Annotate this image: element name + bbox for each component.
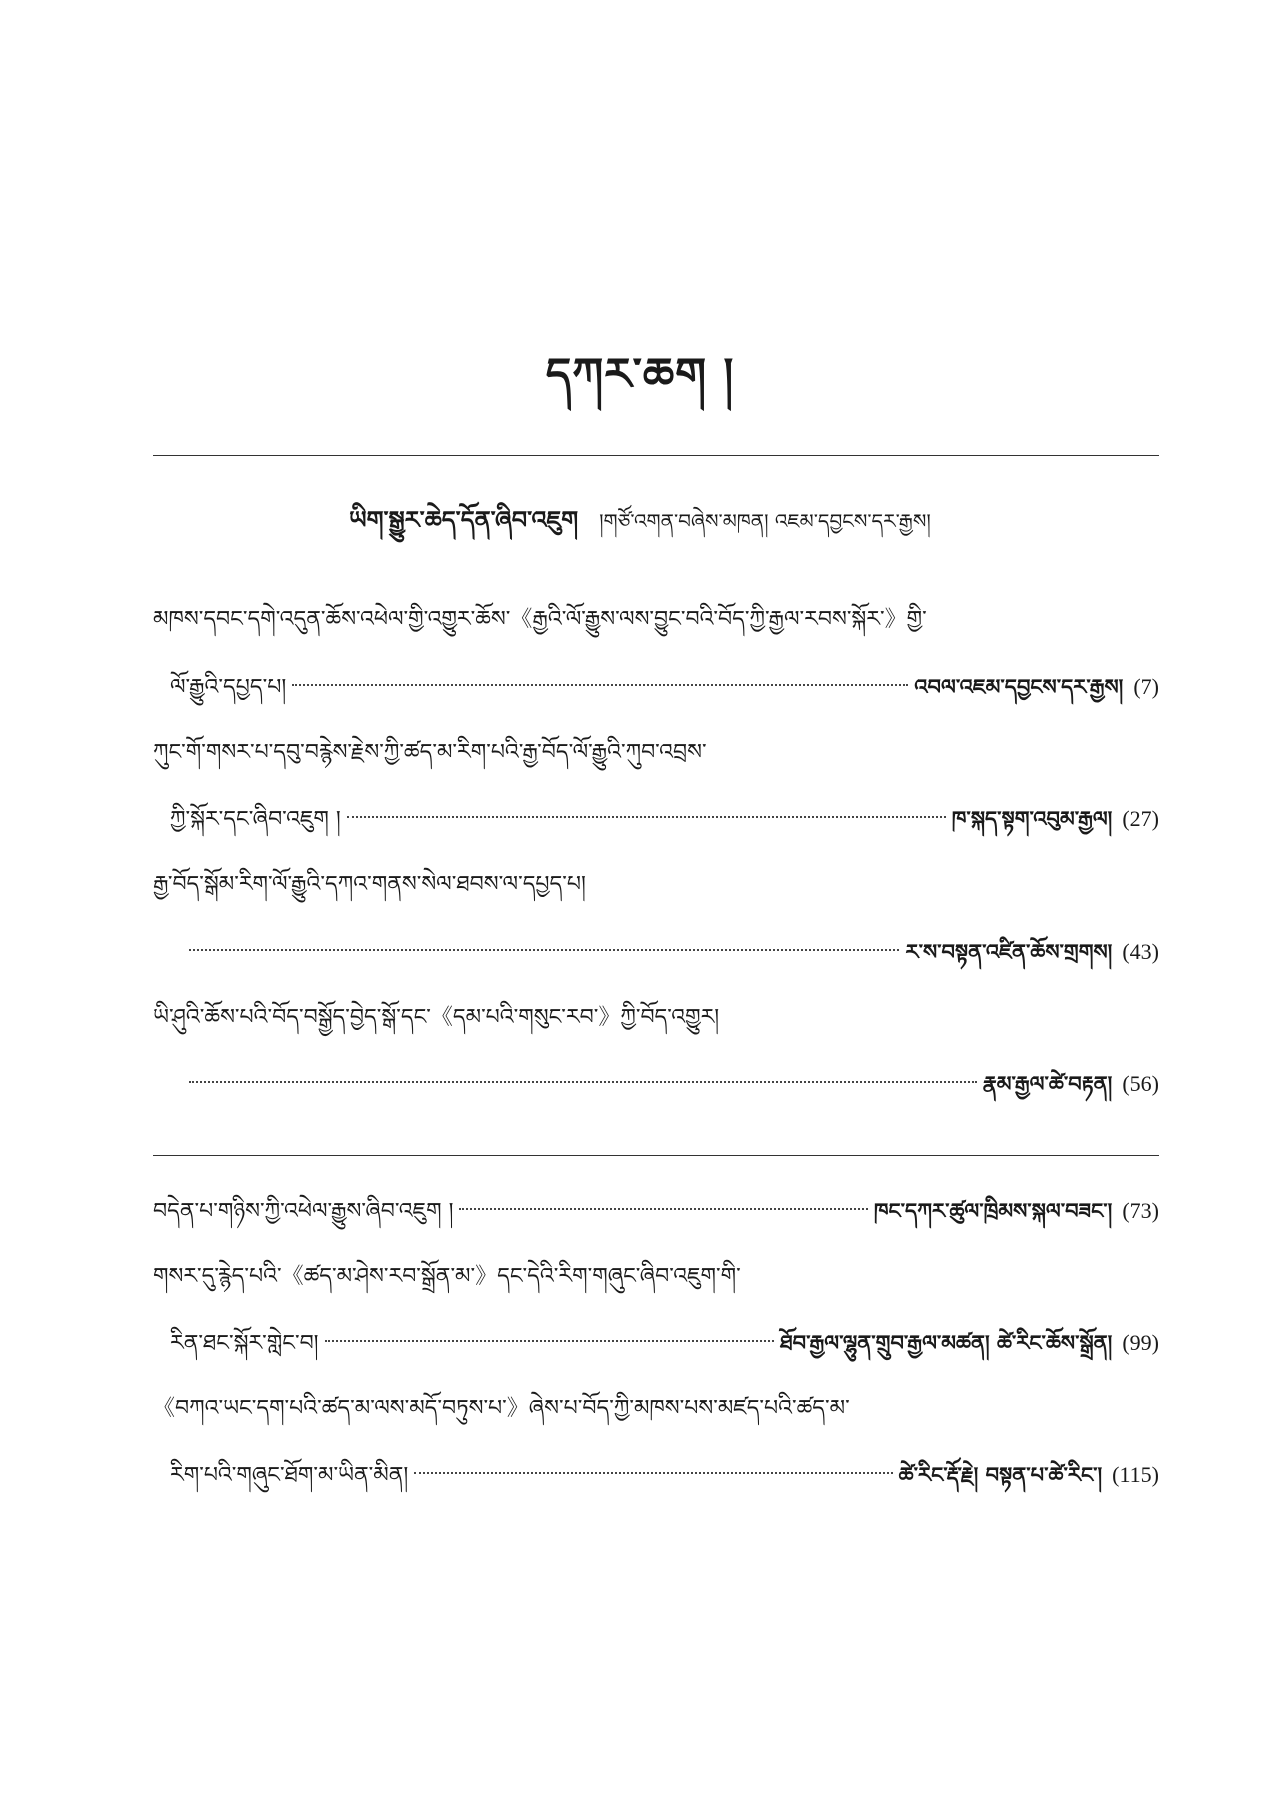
- toc-entry-3-page: (43): [1122, 939, 1159, 964]
- toc-entry-6-line2[interactable]: [170, 1323, 1159, 1363]
- toc-entry-3-author: ར་ས་བསྟན་འཛིན་ཆོས་གྲགས།: [905, 939, 1113, 964]
- divider-top: [153, 455, 1159, 456]
- toc-entry-5-page: (73): [1122, 1198, 1159, 1223]
- toc-entry-2-title-cont: ཀྱི་སྐོར་དང་ཞིབ་འཇུག །: [170, 807, 341, 832]
- toc-entry-1-author: འབལ་འཇམ་དབྱངས་དར་རྒྱས།: [914, 674, 1124, 699]
- toc-entry-6-page: (99): [1122, 1330, 1159, 1355]
- toc-entry-4-author: རྣམ་རྒྱལ་ཚེ་བརྟན།: [982, 1071, 1113, 1096]
- dot-leader: [292, 683, 908, 686]
- toc-entry-2-page: (27): [1122, 806, 1159, 831]
- section-title: ཡིག་སྒྱུར་ཆེད་དོན་ཞིབ་འཇུག: [349, 505, 579, 534]
- toc-entry-7-author: ཚེ་རིང་རྡོ་རྗེ། བསྟན་པ་ཚེ་རིང་།: [898, 1462, 1103, 1487]
- toc-entry-5-author: ཁང་དཀར་ཚུལ་ཁྲིམས་སྐལ་བཟང་།: [873, 1198, 1113, 1223]
- dot-leader: [459, 1207, 867, 1210]
- section-heading: [0, 494, 1280, 561]
- toc-entry-2-title[interactable]: ཀུང་གོ་གསར་པ་དབུ་བརྙེས་རྗེས་ཀྱི་ཚད་མ་རིག་པའི་རྒྱ་བོད་ལོ་རྒྱུའི་ཀུབ་འབྲས་: [153, 740, 707, 765]
- toc-entry-3-title[interactable]: རྒྱ་བོད་སྒོམ་རིག་ལོ་རྒྱུའི་དཀའ་གནས་སེལ་ཐབས་ལ་དཔྱད་པ།: [153, 872, 586, 897]
- toc-entry-1-line2[interactable]: [170, 667, 1159, 707]
- dot-leader: [414, 1471, 892, 1474]
- toc-entry-6-title[interactable]: གསར་དུ་རྙེད་པའི་《ཚད་མ་ཤེས་རབ་སྒྲོན་མ་》དང་དེའི་རིག་གཞུང་ཞིབ་འཇུག་གི་: [153, 1264, 741, 1289]
- toc-entry-6-title-cont: རིན་ཐང་སྐོར་གླེང་བ།: [170, 1331, 319, 1356]
- toc-entry-5[interactable]: [153, 1191, 1159, 1231]
- dot-leader: [347, 815, 946, 818]
- toc-entry-1-page: (7): [1133, 674, 1159, 699]
- toc-entry-1-title-cont: ལོ་རྒྱུའི་དཔྱད་པ།: [170, 675, 287, 700]
- toc-entry-7-line2[interactable]: [170, 1455, 1159, 1495]
- dot-leader: [189, 1080, 977, 1083]
- dot-leader: [189, 948, 899, 951]
- toc-entry-3-line2[interactable]: [183, 932, 1159, 972]
- page-title: དཀར་ཆག །: [545, 349, 735, 400]
- toc-entry-4-title[interactable]: ཡི་ཤུའི་ཆོས་པའི་བོད་བསྒྱོད་བྱེད་སྒོ་དང་《དམ་པའི་གསུང་རབ་》ཀྱི་བོད་འགྱུར།: [153, 1005, 720, 1030]
- toc-entry-7-title[interactable]: 《བཀའ་ཡང་དག་པའི་ཚད་མ་ལས་མདོ་བཏུས་པ་》ཞེས་པ་བོད་ཀྱི་མཁས་པས་མཛད་པའི་ཚད་མ་: [153, 1396, 850, 1421]
- dot-leader: [325, 1339, 774, 1342]
- toc-entry-4-line2[interactable]: [183, 1064, 1159, 1104]
- toc-entry-5-title: བདེན་པ་གཉིས་ཀྱི་འཕེལ་རྒྱུས་ཞིབ་འཇུག །: [153, 1199, 454, 1224]
- toc-entry-2-line2[interactable]: [170, 799, 1159, 839]
- divider-middle: [153, 1155, 1159, 1156]
- toc-entry-7-page: (115): [1112, 1462, 1159, 1487]
- section-subtitle: །གཙོ་འགན་བཞེས་མཁན། འཇམ་དབྱངས་དར་རྒྱས།: [599, 509, 931, 533]
- toc-entry-4-page: (56): [1122, 1071, 1159, 1096]
- toc-entry-1-title[interactable]: མཁས་དབང་དགེ་འདུན་ཆོས་འཕེལ་གྱི་འགྱུར་ཆོས་《རྒྱའི་ལོ་རྒྱུས་ལས་བྱུང་བའི་བོད་ཀྱི་རྒྱལ་རབས་སྐོར་》གྱི་: [153, 607, 927, 632]
- toc-entry-7-title-cont: རིག་པའི་གཞུང་ཐོག་མ་ཡིན་མིན།: [170, 1463, 409, 1488]
- toc-entry-2-author: ཁ་སྐད་སྟག་འབུམ་རྒྱལ།: [951, 806, 1113, 831]
- toc-entry-6-author: ཐོབ་རྒྱལ་ལྷུན་གྲུབ་རྒྱལ་མཚན། ཚེ་རིང་ཆོས་སྒྲོན།: [779, 1330, 1113, 1355]
